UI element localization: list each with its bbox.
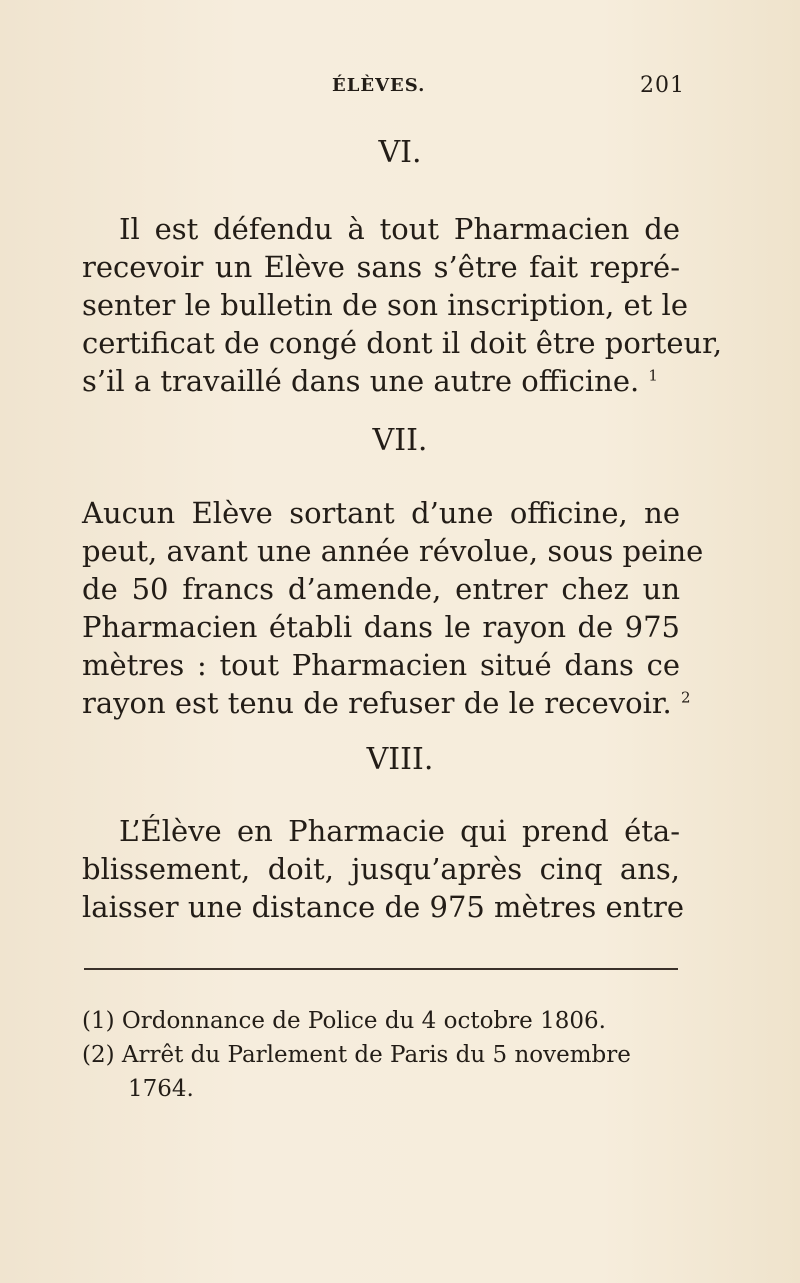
note-reference: 2: [680, 688, 691, 707]
text-line: Pharmacien établi dans le rayon de 975: [82, 610, 680, 644]
text-line: blissement, doit, jusqu’après cinq ans,: [82, 852, 680, 886]
footnotes: [82, 1004, 680, 1106]
text-line: rayon est tenu de refuser de le recevoir.: [82, 686, 672, 720]
text-line: mètres : tout Pharmacien situé dans ce: [82, 648, 680, 682]
text-line: certificat de congé dont il doit être porteur,: [82, 326, 723, 360]
paragraph-vi: [82, 210, 723, 400]
footnote-2: (2) Arrêt du Parlement de Paris du 5 novembre: [82, 1042, 631, 1068]
text-line-with-note: [82, 362, 680, 400]
footnote-2-continuation: 1764.: [128, 1076, 194, 1102]
note-reference: 1: [648, 366, 658, 385]
running-head: [0, 75, 800, 105]
text-line: laisser une distance de 975 mètres entre: [82, 890, 685, 924]
paragraph-viii: [82, 812, 685, 926]
text-line: Il est défendu à tout Pharmacien de: [119, 212, 680, 246]
text-line: senter le bulletin de son inscription, et le: [82, 288, 688, 322]
text-line-with-note: [82, 684, 691, 722]
text-line: s’il a travaillé dans une autre officine.: [82, 364, 640, 398]
section-heading-viii: VIII.: [366, 742, 434, 777]
footnote-divider: [84, 968, 678, 970]
running-head-title: ÉLÈVES.: [332, 75, 426, 96]
paragraph-vii: [82, 494, 704, 722]
section-heading-vii: VII.: [372, 423, 428, 458]
text-line: peut, avant une année révolue, sous peine: [82, 534, 704, 568]
text-line: Aucun Elève sortant d’une officine, ne: [82, 496, 680, 530]
section-heading-vi: VI.: [378, 135, 422, 170]
text-line: L’Élève en Pharmacie qui prend éta-: [119, 814, 680, 848]
footnote-1: (1) Ordonnance de Police du 4 octobre 1806.: [82, 1008, 606, 1034]
page-number: 201: [640, 73, 685, 98]
text-line: recevoir un Elève sans s’être fait repré-: [82, 250, 680, 284]
text-line: de 50 francs d’amende, entrer chez un: [82, 572, 680, 606]
